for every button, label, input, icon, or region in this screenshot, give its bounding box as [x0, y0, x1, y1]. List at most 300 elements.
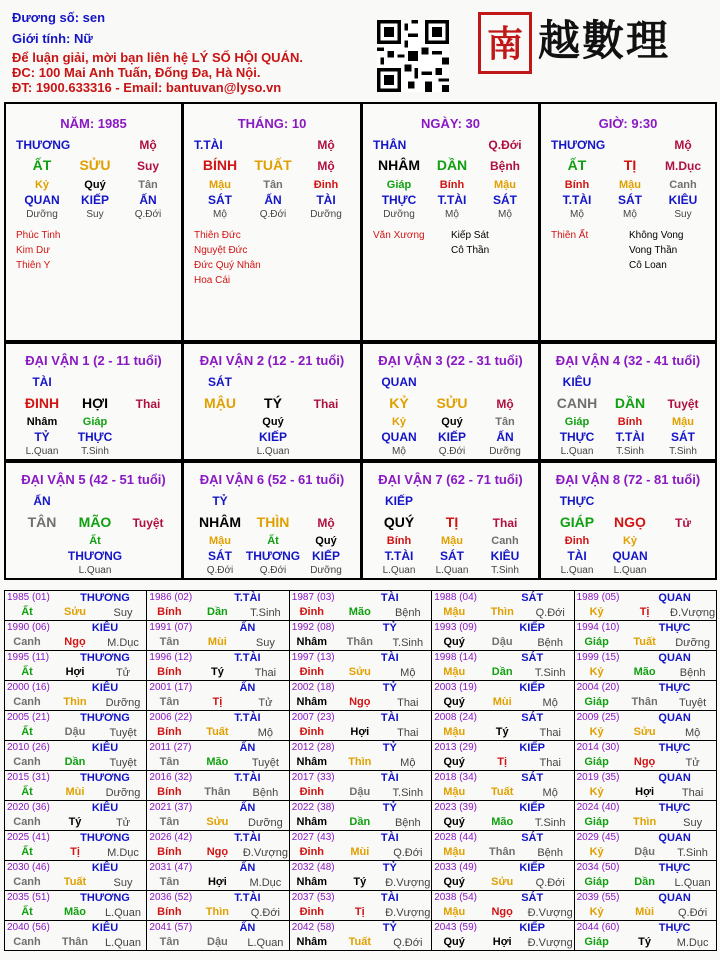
- year-ten-god: THỰC: [658, 802, 691, 814]
- year-chi: Dần: [64, 756, 86, 768]
- year-status: Thai: [539, 757, 561, 769]
- year-can: Kỷ: [589, 846, 604, 858]
- year-status: Bệnh: [252, 787, 279, 799]
- year-chi: Thìn: [348, 756, 372, 768]
- year-can: Quý: [443, 816, 465, 828]
- pillar-right-status: Mộ: [317, 138, 335, 152]
- year-chi: Tị: [212, 696, 223, 708]
- year-cell: [431, 800, 574, 831]
- year-cell: [289, 770, 432, 801]
- year-ten-god: KIẾP: [519, 862, 546, 874]
- year-chi: Mão: [348, 606, 371, 618]
- year-label: 2028 (44): [434, 832, 477, 843]
- year-status: Đ.Vượng: [385, 877, 431, 889]
- year-chi: Tý: [353, 876, 367, 888]
- dai-van-ten-god: KIÊU: [562, 375, 592, 389]
- year-can: Giáp: [584, 936, 609, 948]
- year-ten-god: T.TÀI: [234, 592, 261, 604]
- hidden-status: L.Quan: [78, 565, 112, 576]
- year-label: 1997 (13): [291, 652, 335, 663]
- year-ten-god: QUAN: [658, 712, 691, 724]
- year-status: Tử: [258, 697, 273, 709]
- year-ten-god: T.TÀI: [234, 772, 261, 784]
- year-can: Nhâm: [296, 756, 328, 768]
- pillar-chi: DẦN: [436, 157, 468, 173]
- pillar-can: ẤT: [32, 157, 52, 173]
- pillar-ten-god: THƯƠNG: [16, 138, 71, 152]
- year-chi: Mùi: [350, 846, 370, 858]
- year-ten-god: THƯƠNG: [80, 772, 130, 784]
- hidden-stem: Quý: [84, 179, 106, 191]
- year-ten-god: THỰC: [658, 682, 691, 694]
- year-label: 2004 (20): [576, 682, 620, 693]
- hidden-status: Q.Đới: [259, 565, 287, 576]
- year-label: 2010 (26): [7, 742, 50, 753]
- year-status: L.Quan: [674, 877, 711, 889]
- dai-van-ten-god: TÀI: [32, 375, 52, 389]
- year-chi: Dần: [491, 666, 513, 678]
- year-status: T.Sinh: [534, 667, 566, 679]
- dai-van-box: [182, 461, 362, 580]
- hidden-status: L.Quan: [560, 565, 594, 576]
- year-status: Tử: [685, 757, 700, 769]
- dai-van-box: [361, 342, 540, 461]
- contact-line-2: ĐC: 100 Mai Anh Tuấn, Đống Đa, Hà Nội.: [12, 65, 261, 80]
- year-chi: Hợi: [350, 726, 370, 738]
- year-label: 1990 (06): [7, 622, 50, 633]
- year-status: Tuyệt: [251, 757, 279, 769]
- hidden-stem: Canh: [669, 179, 697, 191]
- pillar-right-status: Q.Đới: [488, 138, 522, 152]
- dai-van-status: Thai: [313, 397, 339, 411]
- hidden-ten-god: SÁT: [208, 193, 232, 207]
- year-cell: [4, 590, 147, 621]
- year-status: Bệnh: [537, 637, 564, 649]
- year-label: 1992 (08): [291, 622, 335, 633]
- hidden-stem: Đinh: [564, 535, 590, 547]
- year-status: Tuyệt: [109, 727, 137, 739]
- year-status: Bệnh: [394, 607, 421, 619]
- hidden-ten-god: TÀI: [316, 193, 336, 207]
- year-label: 1987 (03): [291, 592, 335, 603]
- special-star: Cô Loan: [629, 260, 667, 271]
- year-status: Dưỡng: [105, 697, 141, 709]
- year-can: Mậu: [443, 786, 466, 798]
- pillar-box: [361, 102, 540, 342]
- hidden-ten-god: SÁT: [493, 193, 517, 207]
- hidden-stem: Nhâm: [26, 416, 58, 428]
- year-chi: Dần: [634, 876, 655, 888]
- year-status: Suy: [683, 817, 703, 829]
- year-status: Mộ: [400, 757, 416, 769]
- year-chi: Dần: [349, 816, 371, 828]
- year-label: 1985 (01): [7, 592, 50, 603]
- year-label: 2023 (39): [434, 802, 477, 813]
- pillar-ten-god: T.TÀI: [194, 138, 223, 152]
- pillar-can: BÍNH: [202, 157, 238, 173]
- year-cell: [4, 920, 147, 951]
- year-ten-god: QUAN: [658, 832, 691, 844]
- dai-van-chi: TÝ: [264, 395, 282, 411]
- special-star: Thiên Ất: [551, 230, 589, 241]
- year-chi: Thân: [204, 786, 231, 798]
- pillar-chi: TỊ: [623, 157, 637, 173]
- year-cell: [146, 800, 289, 831]
- year-status: Thai: [254, 667, 277, 679]
- dai-van-chi: SỬU: [436, 395, 468, 411]
- year-status: Tuyệt: [109, 757, 137, 769]
- year-chi: Hợi: [65, 666, 85, 678]
- year-chi: Mão: [633, 666, 656, 678]
- hidden-stem: Ất: [89, 535, 101, 547]
- pillar-status: M.Dục: [665, 159, 701, 173]
- dai-van-box: [4, 342, 183, 461]
- gioi-tinh-line: [12, 31, 93, 46]
- year-status: Dưỡng: [105, 787, 141, 799]
- year-ten-god: TÀI: [380, 712, 399, 724]
- hidden-ten-god: QUAN: [612, 549, 648, 563]
- hidden-ten-god: T.TÀI: [562, 193, 592, 207]
- pillar-status: Bệnh: [490, 159, 520, 173]
- year-ten-god: SÁT: [521, 832, 544, 844]
- hidden-status: T.Sinh: [669, 446, 697, 457]
- dai-van-box: [361, 461, 540, 580]
- year-status: L.Quan: [104, 907, 142, 919]
- dai-van-status: Tuyệt: [132, 516, 164, 530]
- year-cell: [574, 830, 717, 861]
- year-ten-god: TỶ: [382, 682, 397, 694]
- year-can: Kỷ: [589, 906, 604, 918]
- year-cell: [146, 740, 289, 771]
- year-ten-god: SÁT: [521, 652, 544, 664]
- hidden-status: L.Quan: [560, 446, 594, 457]
- year-chi: Hợi: [492, 936, 512, 948]
- year-chi: Mùi: [207, 636, 227, 648]
- year-chi: Ngọ: [349, 696, 371, 708]
- year-cell: [289, 710, 432, 741]
- year-status: Q.Đới: [677, 907, 708, 919]
- year-ten-god: KIẾP: [519, 742, 546, 754]
- dai-van-status: Thai: [492, 516, 518, 530]
- year-cell: [4, 860, 147, 891]
- year-can: Mậu: [443, 726, 466, 738]
- hidden-ten-god: KIẾP: [437, 430, 467, 444]
- year-cell: [289, 920, 432, 951]
- year-ten-god: QUAN: [658, 652, 691, 664]
- year-ten-god: THỰC: [658, 862, 691, 874]
- year-cell: [4, 620, 147, 651]
- year-ten-god: TÀI: [380, 592, 399, 604]
- year-cell: [146, 650, 289, 681]
- year-can: Canh: [13, 696, 41, 708]
- year-label: 1995 (11): [7, 652, 50, 663]
- year-can: Quý: [443, 696, 465, 708]
- year-ten-god: ẤN: [239, 622, 256, 634]
- dai-van-ten-god: SÁT: [208, 375, 232, 389]
- year-cell: [289, 680, 432, 711]
- hidden-ten-god: T.TÀI: [437, 193, 467, 207]
- hidden-status: L.Quan: [256, 446, 290, 457]
- year-status: M.Dục: [249, 877, 282, 889]
- hidden-ten-god: TỶ: [34, 430, 50, 444]
- year-can: Kỷ: [589, 666, 604, 678]
- year-cell: [289, 830, 432, 861]
- year-chi: Sửu: [348, 666, 371, 678]
- year-cell: [574, 650, 717, 681]
- year-status: Đ.Vượng: [527, 907, 573, 919]
- year-status: Q.Đới: [250, 907, 280, 919]
- year-chi: Tý: [68, 816, 82, 828]
- qr-code-icon: [377, 20, 449, 92]
- dai-van-title: ĐẠI VẬN 1 (2 - 11 tuổi): [25, 353, 162, 368]
- year-cell: [146, 620, 289, 651]
- dai-van-title: ĐẠI VẬN 6 (52 - 61 tuổi): [199, 472, 345, 487]
- special-star: Kiếp Sát: [451, 230, 489, 241]
- year-cell: [289, 740, 432, 771]
- year-can: Bính: [157, 846, 182, 858]
- year-cell: [146, 590, 289, 621]
- year-chi: Thân: [631, 696, 658, 708]
- year-chi: Sửu: [633, 726, 656, 738]
- year-status: Tử: [115, 817, 131, 829]
- year-label: 2037 (53): [291, 892, 335, 903]
- year-status: Bệnh: [394, 817, 421, 829]
- year-label: 2016 (32): [149, 772, 193, 783]
- year-cell: [289, 650, 432, 681]
- hidden-status: T.Sinh: [491, 565, 519, 576]
- special-star: Vong Thần: [629, 245, 678, 256]
- hidden-stem: Kỷ: [391, 416, 407, 428]
- hidden-ten-god: KIÊU: [668, 193, 698, 207]
- dai-van-can: MẬU: [204, 395, 236, 411]
- hidden-ten-god: ẤN: [264, 193, 282, 207]
- hidden-status: T.Sinh: [81, 446, 109, 457]
- dai-van-status: Thai: [135, 397, 161, 411]
- year-can: Canh: [13, 876, 41, 888]
- year-chi: Thìn: [632, 816, 657, 828]
- year-cell: [431, 920, 574, 951]
- hidden-status: Dưỡng: [489, 446, 521, 457]
- year-cell: [4, 650, 147, 681]
- year-cell: [146, 680, 289, 711]
- hidden-stem: Tân: [138, 179, 158, 191]
- year-label: 2022 (38): [291, 802, 335, 813]
- duong-so-label: Đương số:: [12, 10, 80, 25]
- year-ten-god: QUAN: [658, 772, 691, 784]
- year-can: Bính: [157, 726, 182, 738]
- contact-line-1: Để luận giải, mời bạn liên hệ LÝ SỐ HỘI QUÁN.: [12, 50, 303, 65]
- year-ten-god: THƯƠNG: [80, 592, 130, 604]
- year-label: 2027 (43): [291, 832, 335, 843]
- year-ten-god: T.TÀI: [234, 652, 261, 664]
- hidden-status: Q.Đới: [134, 209, 162, 220]
- year-chi: Dậu: [634, 846, 655, 858]
- year-status: Thai: [397, 727, 419, 739]
- hidden-status: Suy: [86, 209, 104, 220]
- dai-van-can: NHÂM: [199, 514, 241, 530]
- year-status: Dưỡng: [675, 637, 710, 649]
- year-ten-god: SÁT: [521, 592, 544, 604]
- hidden-status: Suy: [674, 209, 692, 220]
- hidden-ten-god: T.TÀI: [384, 549, 414, 563]
- year-cell: [574, 620, 717, 651]
- year-chi: Mão: [491, 816, 514, 828]
- dai-van-status: Tử: [674, 516, 692, 530]
- year-label: 2040 (56): [7, 922, 50, 933]
- year-ten-god: TỶ: [382, 862, 397, 874]
- dai-van-title: ĐẠI VẬN 7 (62 - 71 tuổi): [378, 472, 523, 487]
- year-can: Tân: [159, 636, 180, 648]
- year-chi: Sửu: [491, 876, 514, 888]
- year-chi: Dậu: [207, 936, 228, 948]
- year-label: 2044 (60): [576, 922, 620, 933]
- year-label: 2017 (33): [291, 772, 335, 783]
- year-status: Thai: [397, 697, 419, 709]
- dai-van-title: ĐẠI VẬN 8 (72 - 81 tuổi): [555, 472, 701, 487]
- hidden-ten-god: KIẾP: [258, 430, 288, 444]
- year-ten-god: QUAN: [658, 892, 691, 904]
- dai-van-ten-god: ẤN: [33, 494, 51, 508]
- year-label: 2001 (17): [149, 682, 193, 693]
- dai-van-can: TÂN: [27, 514, 57, 530]
- pillar-title: GIỜ: 9:30: [598, 116, 658, 131]
- year-ten-god: T.TÀI: [234, 712, 261, 724]
- year-ten-god: THƯƠNG: [80, 832, 130, 844]
- year-ten-god: THƯƠNG: [80, 652, 130, 664]
- hidden-ten-god: THỰC: [381, 193, 417, 207]
- year-cell: [289, 800, 432, 831]
- dai-van-chi: NGỌ: [614, 514, 646, 530]
- hidden-status: L.Quan: [435, 565, 469, 576]
- year-status: Suy: [255, 637, 275, 649]
- year-can: Ất: [21, 906, 33, 918]
- year-can: Nhâm: [296, 816, 328, 828]
- dai-van-chi: THÌN: [256, 514, 290, 530]
- year-label: 2000 (16): [7, 682, 50, 693]
- year-ten-god: KIÊU: [91, 742, 119, 754]
- hidden-status: L.Quan: [25, 446, 59, 457]
- year-ten-god: TỶ: [382, 742, 397, 754]
- hidden-ten-god: SÁT: [440, 549, 464, 563]
- year-label: 2024 (40): [576, 802, 620, 813]
- year-label: 1991 (07): [149, 622, 193, 633]
- year-can: Bính: [157, 666, 182, 678]
- year-chi: Ngọ: [633, 756, 656, 768]
- year-chi: Thìn: [490, 606, 514, 618]
- hidden-status: Dưỡng: [26, 209, 58, 220]
- year-chi: Mão: [206, 756, 229, 768]
- year-status: L.Quan: [104, 937, 142, 949]
- year-cell: [146, 830, 289, 861]
- dai-van-status: Mộ: [317, 516, 335, 530]
- year-cell: [4, 800, 147, 831]
- dai-van-ten-god: QUAN: [381, 375, 417, 389]
- year-ten-god: KIẾP: [519, 622, 546, 634]
- year-can: Mậu: [443, 606, 466, 618]
- year-can: Đinh: [299, 906, 325, 918]
- year-label: 2005 (21): [7, 712, 50, 723]
- year-status: Suy: [113, 607, 133, 619]
- year-can: Ất: [21, 726, 33, 738]
- year-ten-god: KIÊU: [91, 802, 119, 814]
- year-chi: Sửu: [206, 816, 229, 828]
- dai-van-title: ĐẠI VẬN 2 (12 - 21 tuổi): [199, 353, 345, 368]
- year-label: 2038 (54): [434, 892, 477, 903]
- year-status: Q.Đới: [535, 607, 565, 619]
- year-ten-god: KIẾP: [519, 682, 546, 694]
- dai-van-chi: MÃO: [78, 514, 112, 530]
- year-chi: Dần: [207, 606, 228, 618]
- pillar-box: [182, 102, 362, 342]
- year-can: Ất: [21, 786, 33, 798]
- year-label: 1994 (10): [576, 622, 620, 633]
- dai-van-chi: DẦN: [614, 395, 646, 411]
- year-status: Q.Đới: [393, 847, 423, 859]
- year-chi: Tị: [639, 606, 650, 618]
- year-label: 2013 (29): [434, 742, 477, 753]
- hidden-ten-god: KIẾP: [80, 193, 110, 207]
- year-status: Thai: [681, 787, 704, 799]
- year-label: 2025 (41): [7, 832, 50, 843]
- year-can: Tân: [159, 756, 180, 768]
- year-chi: Mão: [64, 906, 86, 918]
- year-status: L.Quan: [247, 937, 284, 949]
- year-label: 2035 (51): [7, 892, 50, 903]
- year-status: Tử: [115, 667, 131, 679]
- hidden-ten-god: THƯƠNG: [245, 549, 301, 563]
- year-label: 2008 (24): [434, 712, 477, 723]
- year-ten-god: TÀI: [380, 892, 399, 904]
- year-cell: [574, 860, 717, 891]
- year-cell: [431, 650, 574, 681]
- year-cell: [4, 740, 147, 771]
- hidden-stem: Quý: [262, 416, 284, 428]
- hidden-ten-god: ẤN: [139, 193, 157, 207]
- year-can: Kỷ: [589, 606, 604, 618]
- year-label: 2036 (52): [149, 892, 193, 903]
- year-ten-god: TỶ: [382, 922, 397, 934]
- year-can: Giáp: [584, 696, 609, 708]
- hidden-ten-god: KIÊU: [490, 549, 520, 563]
- year-cell: [574, 710, 717, 741]
- year-can: Mậu: [443, 846, 466, 858]
- year-cell: [431, 590, 574, 621]
- hidden-ten-god: ẤN: [496, 430, 514, 444]
- year-can: Ất: [21, 606, 33, 618]
- year-cell: [431, 740, 574, 771]
- dai-van-can: CANH: [556, 395, 598, 411]
- year-ten-god: T.TÀI: [234, 892, 261, 904]
- year-label: 2042 (58): [291, 922, 335, 933]
- year-ten-god: KIÊU: [91, 622, 119, 634]
- pillar-box: [539, 102, 717, 342]
- year-can: Giáp: [584, 876, 609, 888]
- hidden-status: L.Quan: [382, 565, 416, 576]
- year-can: Đinh: [299, 666, 325, 678]
- hidden-ten-god: SÁT: [618, 193, 642, 207]
- year-can: Kỷ: [589, 726, 604, 738]
- year-chi: Tuất: [63, 876, 87, 888]
- year-label: 1988 (04): [434, 592, 477, 603]
- year-chi: Tị: [70, 846, 80, 858]
- pillar-can: ẤT: [567, 157, 587, 173]
- year-ten-god: TỶ: [382, 802, 397, 814]
- year-ten-god: KIẾP: [519, 922, 546, 934]
- year-label: 2002 (18): [291, 682, 335, 693]
- year-status: Tuyệt: [679, 697, 707, 709]
- year-status: Q.Đới: [393, 937, 423, 949]
- special-star: Đức Quý Nhân: [194, 260, 261, 271]
